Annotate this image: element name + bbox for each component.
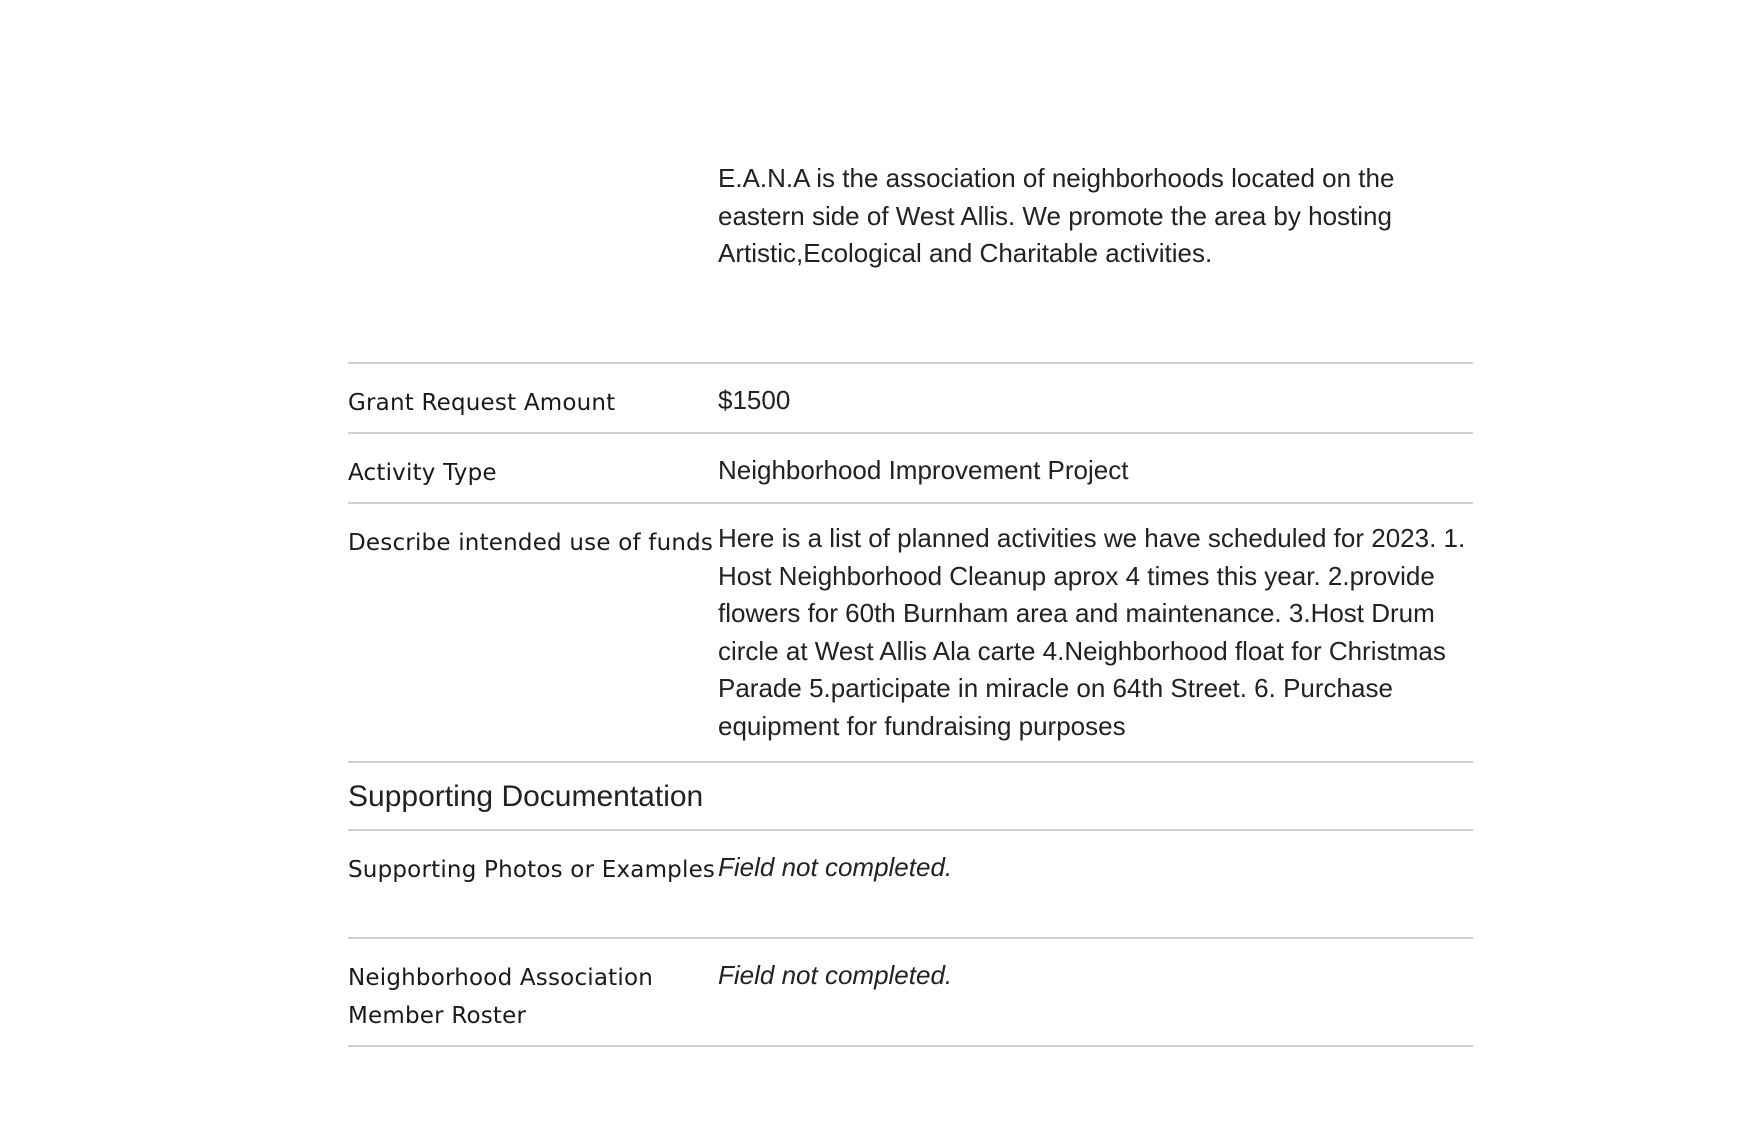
application-fields-table	[348, 362, 1473, 1047]
organization-description: E.A.N.A is the association of neighborhoods located on the eastern side of West Allis. We promote the area by hosting Artistic,Ecological and Charitable activities.	[718, 163, 1395, 268]
field-row-member-roster	[348, 939, 1473, 1047]
section-header-supporting-documentation	[348, 763, 1473, 831]
field-value-empty: Field not completed.	[718, 852, 953, 882]
field-label: Neighborhood Association Member Roster	[348, 965, 654, 1029]
application-document	[348, 0, 1473, 1047]
field-label: Supporting Photos or Examples	[348, 857, 716, 883]
field-value-empty: Field not completed.	[718, 960, 953, 990]
field-row-activity-type	[348, 434, 1473, 504]
field-row-supporting-photos	[348, 831, 1473, 939]
field-row-intended-use-of-funds	[348, 504, 1473, 763]
field-label: Describe intended use of funds	[348, 530, 714, 556]
field-row-grant-request-amount	[348, 364, 1473, 434]
field-value: Here is a list of planned activities we have scheduled for 2023. 1. Host Neighborhood Cleanup aprox 4 times this year. 2.provide flowers for 60th Burnham area and maintenance. 3.Host Drum circle at West Allis Ala carte 4.Neighborhood float for Christmas Parade 5.participate in miracle on 64th Street. 6. Purchase equipment for fundraising purposes	[718, 523, 1466, 741]
field-value: Neighborhood Improvement Project	[718, 455, 1129, 485]
field-value: $1500	[718, 385, 791, 415]
field-label: Activity Type	[348, 460, 497, 486]
section-title: Supporting Documentation	[348, 780, 704, 813]
field-label: Grant Request Amount	[348, 390, 616, 416]
